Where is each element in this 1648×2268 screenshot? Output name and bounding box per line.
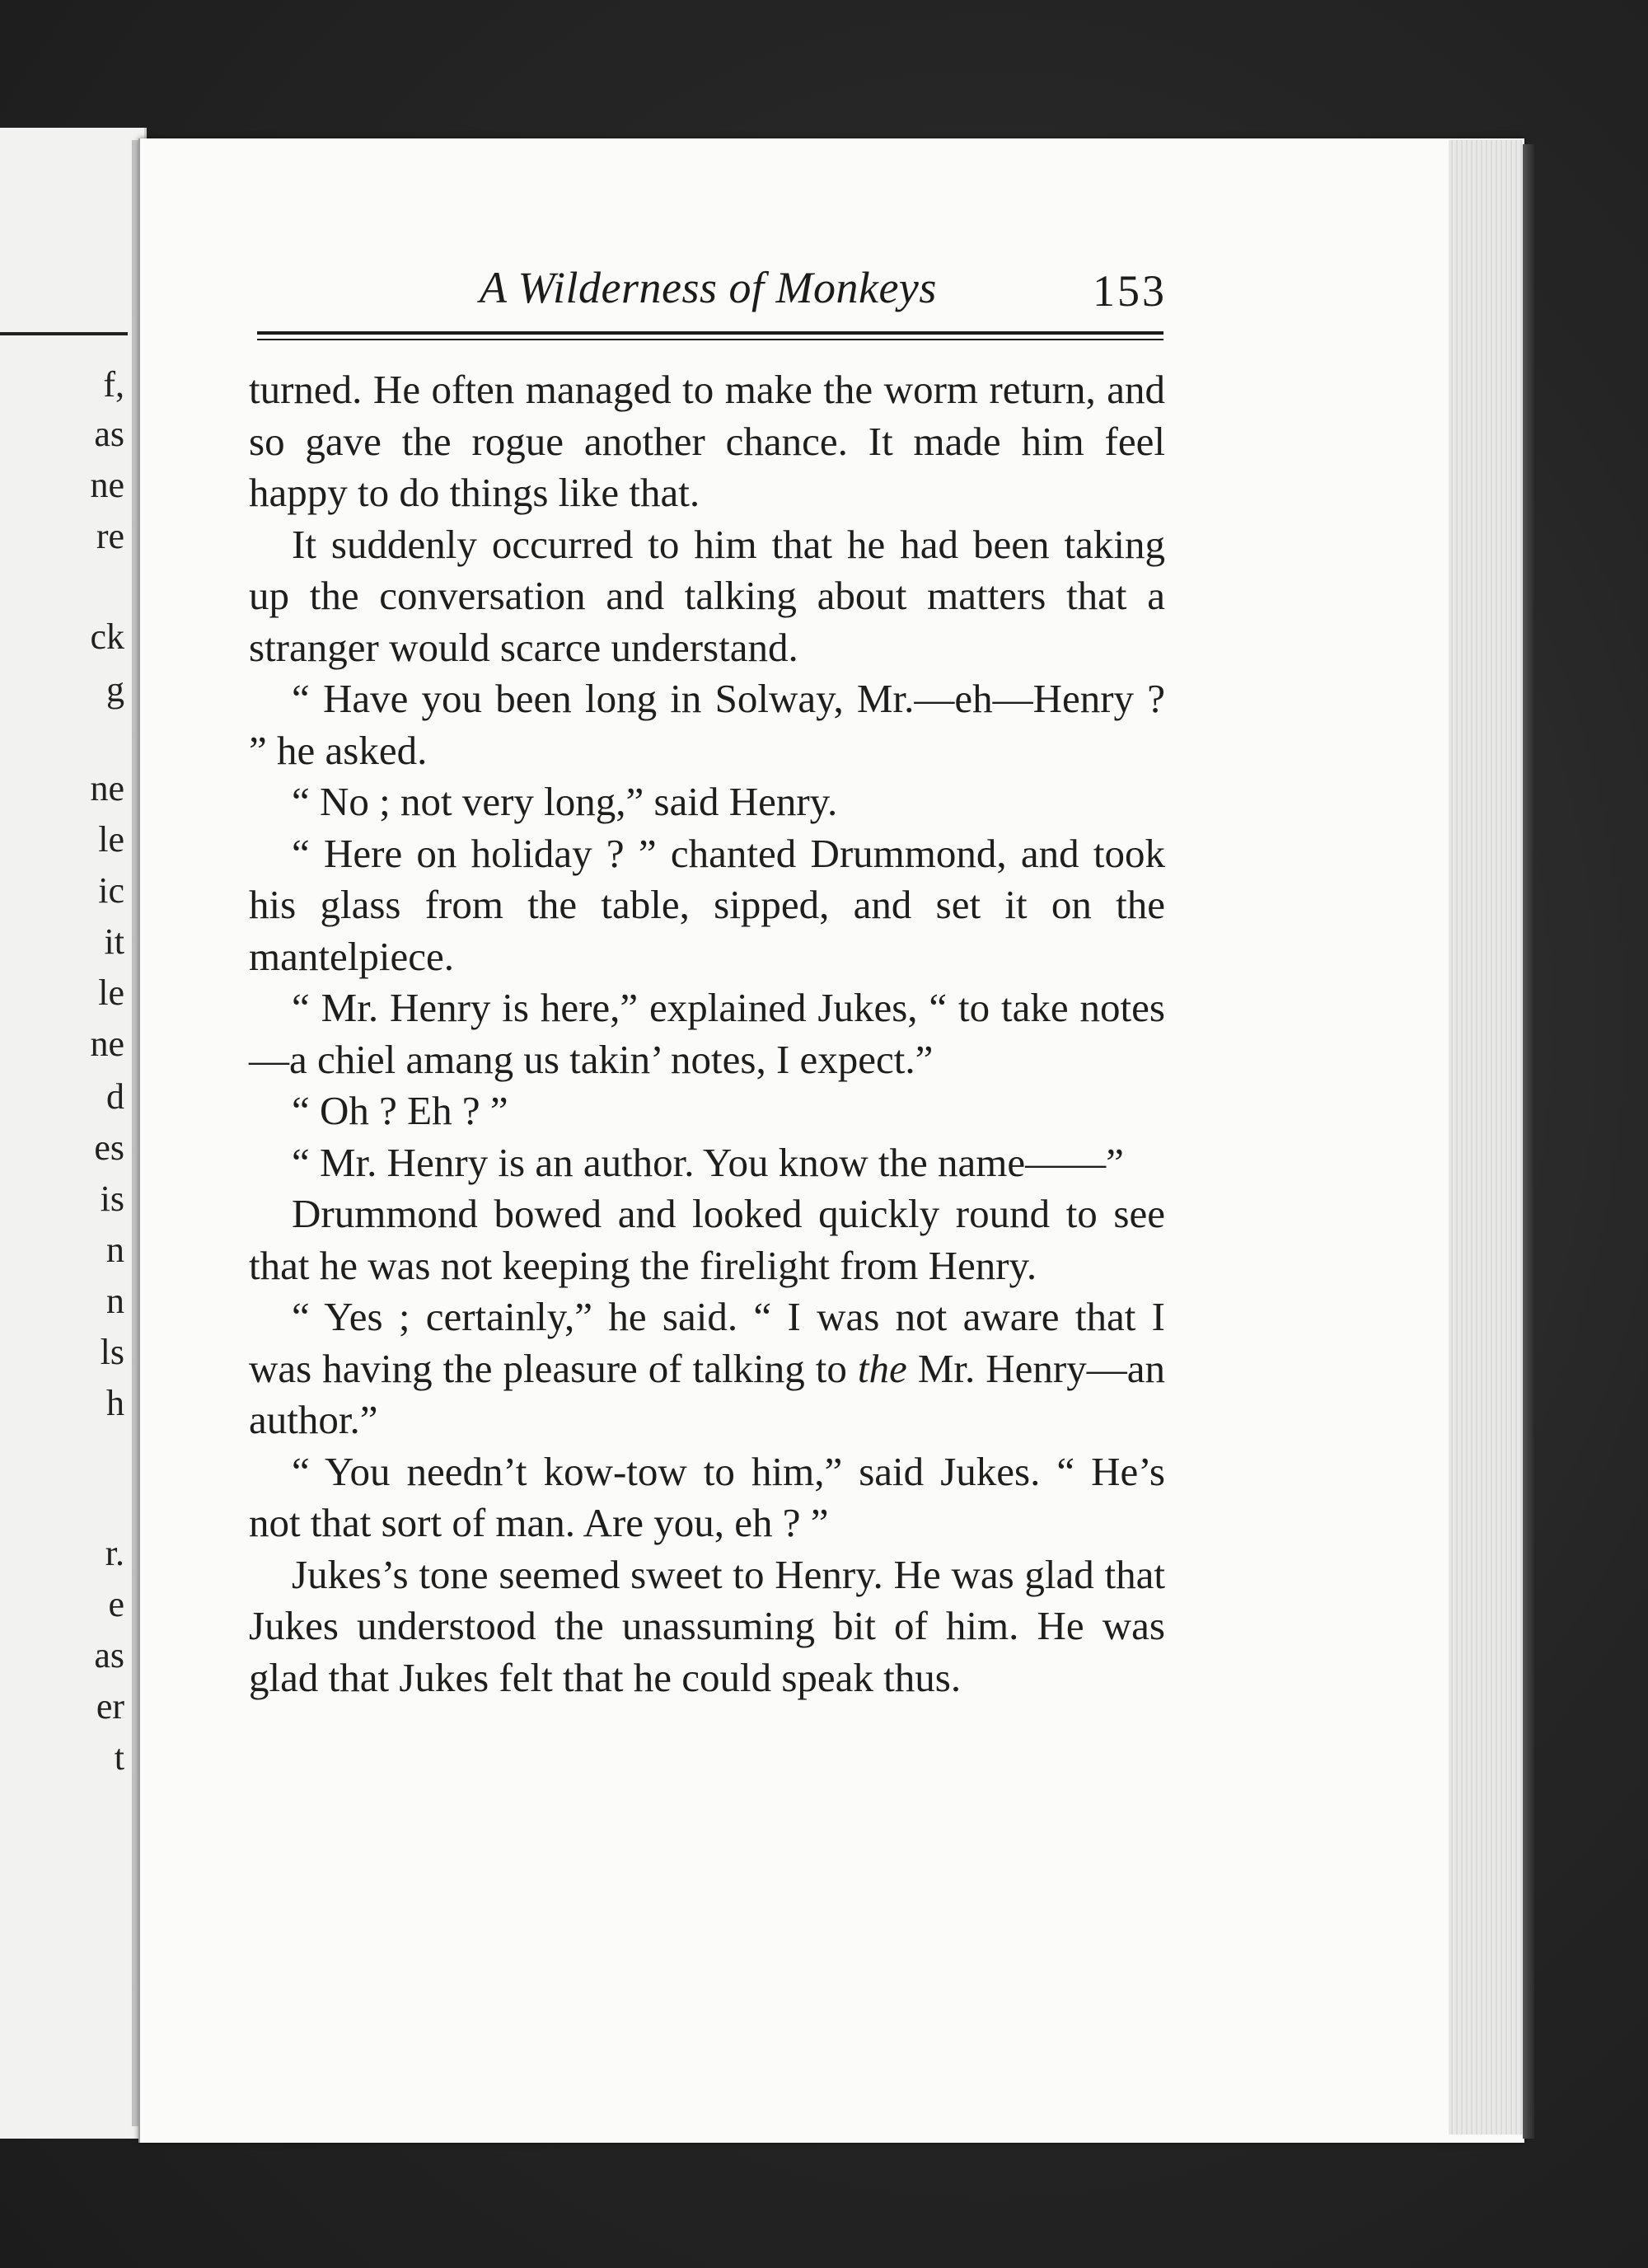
left-page-fragment: ne — [90, 465, 124, 505]
header-rule — [257, 331, 1163, 335]
left-page-fragment: g — [106, 669, 124, 710]
paragraph: Drummond bowed and looked quickly round to see that he was not keeping the firelight from Henry. — [249, 1191, 1165, 1288]
header-rule-thin — [257, 339, 1163, 340]
left-page-fragment: h — [106, 1383, 124, 1423]
paragraph: “ No ; not very long,” said Henry. — [292, 779, 838, 824]
body-text — [249, 364, 1165, 1703]
paragraph: “ Here on holiday ? ” chanted Drummond, and took his glass from the table, sipped, and set it on the mantelpiece. — [249, 830, 1165, 979]
left-page-fragment: f, — [103, 364, 124, 405]
paragraph: “ You needn’t kow-tow to him,” said Jukes. “ He’s not that sort of man. Are you, eh ? ” — [249, 1448, 1165, 1545]
italic-word: the — [857, 1345, 907, 1391]
paragraph-segment: “ Yes ; certainly,” he said. “ I was not aware that I was having the pleasure of talking to — [249, 1294, 1165, 1391]
paragraph: “ Mr. Henry is an author. You know the name——” — [292, 1139, 1124, 1185]
left-page-fragment: es — [94, 1127, 124, 1168]
paragraph: “ Oh ? Eh ? ” — [292, 1088, 508, 1133]
page-edges — [1449, 140, 1523, 2134]
left-header-rule — [0, 332, 128, 335]
left-page-fragment: r. — [105, 1533, 124, 1573]
left-page-fragment: re — [96, 516, 124, 556]
page-number: 153 — [1093, 266, 1167, 316]
paragraph-segment: Mr. Henry—an author.” — [249, 1345, 1165, 1442]
left-page-fragment: as — [94, 1635, 124, 1675]
paragraph: turned. He often managed to make the worm return, and so gave the rogue another chance. It made him feel happy to do things like that. — [249, 367, 1165, 515]
left-page-fragment: as — [94, 414, 124, 454]
paragraph: It suddenly occurred to him that he had been taking up the conversation and talking about matters that a stranger would scarce understand. — [249, 521, 1165, 670]
running-header — [257, 262, 1167, 328]
page-edge-shadow — [1523, 144, 1534, 2139]
left-page-fragment: ne — [90, 1024, 124, 1064]
left-page-fragment: le — [98, 972, 124, 1013]
left-page-fragment: e — [108, 1584, 124, 1624]
left-page-fragment: d — [106, 1076, 124, 1117]
left-page-fragment: ne — [90, 768, 124, 808]
left-page-fragment: le — [98, 819, 124, 860]
left-page-fragment: ls — [100, 1332, 124, 1372]
paragraph: “ Mr. Henry is here,” explained Jukes, “ to take notes—a chiel amang us takin’ notes, I expect.” — [249, 985, 1165, 1082]
running-title: A Wilderness of Monkeys — [480, 263, 937, 312]
left-page — [0, 128, 147, 2139]
left-page-fragment: er — [96, 1686, 124, 1727]
left-page-fragment: n — [106, 1281, 124, 1321]
left-page-fragment: it — [104, 921, 124, 962]
left-page-fragment: ck — [90, 616, 124, 657]
left-page-fragment: n — [106, 1230, 124, 1270]
paragraph — [249, 1291, 1165, 1446]
paragraph: “ Have you been long in Solway, Mr.—eh—Henry ? ” he asked. — [249, 676, 1165, 773]
left-page-fragment: t — [114, 1737, 124, 1778]
paragraph: Jukes’s tone seemed sweet to Henry. He was glad that Jukes understood the unassuming bit of him. He was glad that Jukes felt that he could speak thus. — [249, 1551, 1165, 1700]
left-page-fragment: is — [100, 1179, 124, 1219]
left-page-fragment: ic — [98, 870, 124, 911]
